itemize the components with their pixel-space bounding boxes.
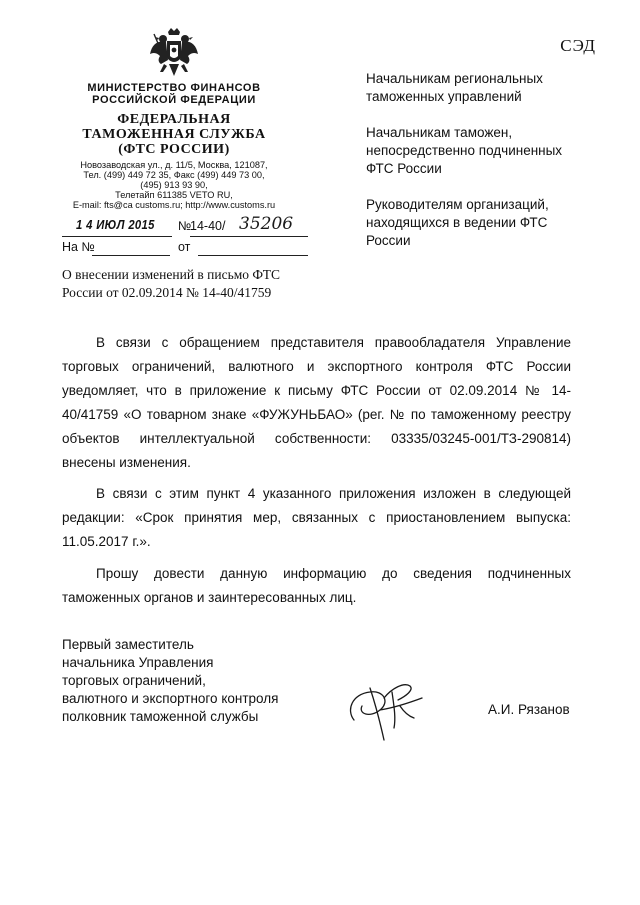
service-line: ТАМОЖЕННАЯ СЛУЖБА <box>82 127 266 142</box>
signer-position-line: Первый заместитель <box>62 637 194 652</box>
reply-date-underline <box>198 255 308 256</box>
addressee-organizations: Руководителям организаций, находящихся в ведении ФТС России <box>366 197 549 248</box>
signer-position-line: валютного и экспортного контроля <box>62 691 279 706</box>
reply-reference-row <box>62 240 312 258</box>
signer-position-line: начальника Управления <box>62 655 214 670</box>
service-name <box>60 112 288 157</box>
reply-number-underline <box>92 255 170 256</box>
body-paragraph <box>62 331 571 475</box>
contact-line: Тел. (499) 449 72 35, Факс (499) 449 73 00, <box>83 170 265 180</box>
signer-name: А.И. Рязанов <box>488 702 570 717</box>
contact-line: E-mail: fts@ca customs.ru; http://www.customs.ru <box>72 200 276 210</box>
handwritten-signature-icon <box>340 666 430 746</box>
registration-row <box>62 214 312 240</box>
letter-subject: О внесении изменений в письмо ФТС России от 02.09.2014 № 14-40/41759 <box>62 267 281 300</box>
sed-corner-mark: СЭД <box>560 36 596 55</box>
date-stamp-text: 1 4 ИЮЛ 2015 <box>76 218 155 232</box>
number-label: № <box>178 219 192 233</box>
addressee-customs: Начальникам таможен, непосредственно подчиненных ФТС России <box>366 125 563 176</box>
from-label: от <box>178 240 191 254</box>
contact-line: Телетайп 611385 VETO RU, <box>115 190 233 200</box>
ministry-line: МИНИСТЕРСТВО ФИНАНСОВ <box>87 82 261 94</box>
body-paragraph-text: В связи с обращением представителя правообладателя Управление торговых ограничений, валютного и экспортного контроля ФТС России уведомляет, что в приложение к письму ФТС России от 02.09.2014 № 14-40/41759 «О товарном знаке «ФУЖУНЬБАО» (рег. № по таможенному реестру объектов интеллектуальной собственности: 03335/03245-001/ТЗ-290814) внесены изменения. <box>62 335 571 470</box>
addressee-regional: Начальникам региональных таможенных управлений <box>366 71 543 104</box>
sender-contacts <box>60 160 288 210</box>
signer-position-line: торговых ограничений, <box>62 673 206 688</box>
service-line: ФЕДЕРАЛЬНАЯ <box>117 112 231 127</box>
number-handwritten: 35206 <box>239 214 294 234</box>
body-paragraph-text: Прошу довести данную информацию до сведения подчиненных таможенных органов и заинтересованных лиц. <box>62 566 571 605</box>
body-paragraph <box>62 562 571 610</box>
contact-line: Новозаводская ул., д. 11/5, Москва, 121087, <box>80 160 268 170</box>
number-underline <box>190 236 308 237</box>
ministry-name <box>60 82 288 106</box>
signer-position-line: полковник таможенной службы <box>62 709 259 724</box>
reply-label: На № <box>62 240 95 254</box>
date-stamp <box>62 218 172 237</box>
contact-line: (495) 913 93 90, <box>140 180 208 190</box>
service-line: (ФТС РОССИИ) <box>118 142 230 157</box>
body-paragraph-text: В связи с этим пункт 4 указанного приложения изложен в следующей редакции: «Срок принятия мер, связанных с приостановлением выпуска: 11.05.2017 г.». <box>62 486 571 549</box>
number-printed: 14-40/ <box>190 219 226 233</box>
signer-position <box>62 636 322 726</box>
body-paragraph <box>62 482 571 554</box>
double-headed-eagle-emblem-icon <box>148 26 200 82</box>
ministry-line: РОССИЙСКОЙ ФЕДЕРАЦИИ <box>92 94 256 106</box>
